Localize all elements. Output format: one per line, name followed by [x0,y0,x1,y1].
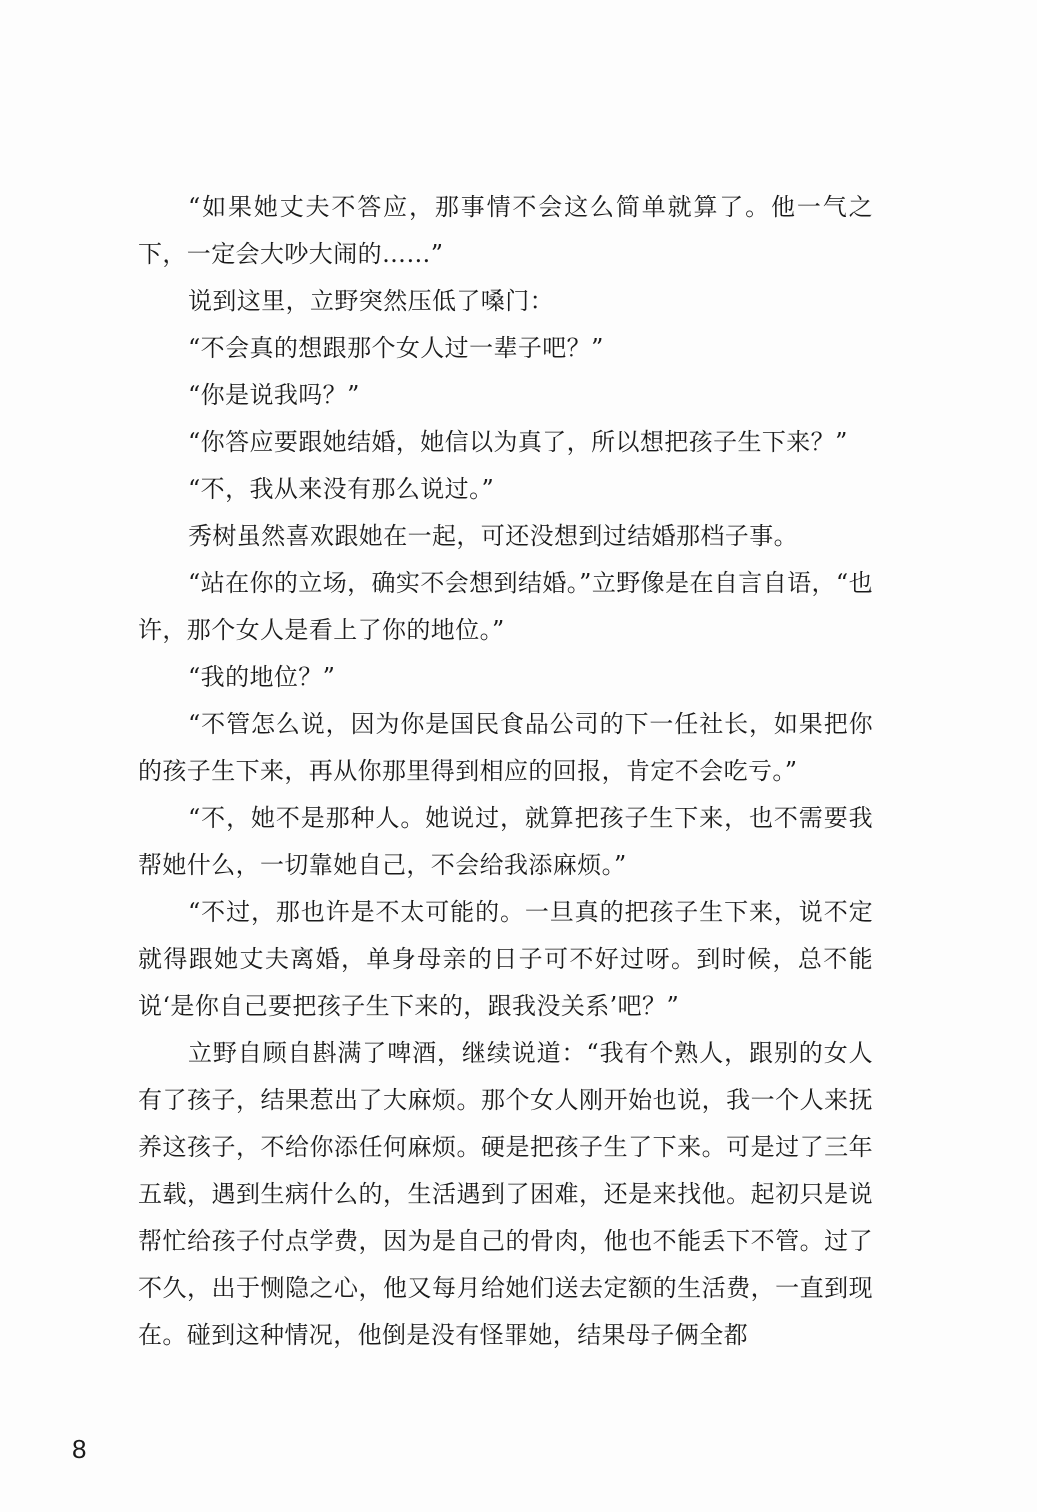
paragraph-7: 秀树虽然喜欢跟她在一起，可还没想到过结婚那档子事。 [188,522,798,550]
paragraph-11: “不，她不是那种人。她说过，就算把孩子生下来，也不需要我帮她什么，一切靠她自己，不会给我添麻烦。” [138,804,873,879]
paragraph-4: “你是说我吗？” [188,381,360,409]
paragraph-3: “不会真的想跟那个女人过一辈子吧？” [188,334,604,362]
page-number: 8 [72,1434,87,1464]
paragraph-5: “你答应要跟她结婚，她信以为真了，所以想把孩子生下来？” [188,428,848,456]
paragraph-9: “我的地位？” [188,663,336,691]
body-text [138,184,873,1359]
paragraph-10: “不管怎么说，因为你是国民食品公司的下一任社长，如果把你的孩子生下来，再从你那里得到相应的回报，肯定不会吃亏。” [138,710,873,785]
paragraph-6: “不，我从来没有那么说过。” [188,475,495,503]
paragraph-1: “如果她丈夫不答应，那事情不会这么简单就算了。他一气之下，一定会大吵大闹的……” [138,193,873,268]
paragraph-13: 立野自顾自斟满了啤酒，继续说道：“我有个熟人，跟别的女人有了孩子，结果惹出了大麻烦。那个女人刚开始也说，我一个人来抚养这孩子，不给你添任何麻烦。硬是把孩子生了下来。可是过了三年五载，遇到生病什么的，生活遇到了困难，还是来找他。起初只是说帮忙给孩子付点学费，因为是自己的骨肉，他也不能丢下不管。过了不久，出于恻隐之心，他又每月给她们送去定额的生活费，一直到现在。碰到这种情况，他倒是没有怪罪她，结果母子俩全都 [138,1039,873,1349]
paragraph-8: “站在你的立场，确实不会想到结婚。”立野像是在自言自语，“也许，那个女人是看上了你的地位。” [138,569,873,644]
paragraph-12: “不过，那也许是不太可能的。一旦真的把孩子生下来，说不定就得跟她丈夫离婚，单身母亲的日子可不好过呀。到时候，总不能说‘是你自己要把孩子生下来的，跟我没关系’吧？” [138,898,873,1020]
paragraph-2: 说到这里，立野突然压低了嗓门： [188,287,554,315]
